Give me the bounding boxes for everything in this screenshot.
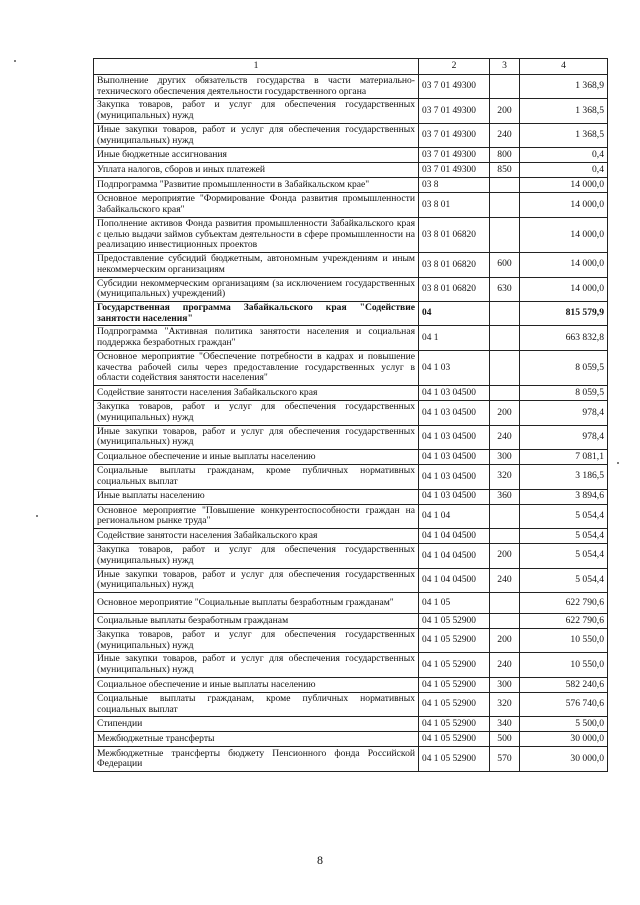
row-name-cell: Закупка товаров, работ и услуг для обеспечения государственных (муниципальных) нужд <box>94 544 419 568</box>
row-amount-cell: 978,4 <box>520 425 608 449</box>
table-row <box>94 163 608 178</box>
row-code-cell: 04 1 04 04500 <box>419 568 490 592</box>
row-amount-cell: 0,4 <box>520 163 608 178</box>
row-code-cell: 03 7 01 49300 <box>419 99 490 123</box>
table-row <box>94 544 608 568</box>
row-vr-cell: 850 <box>490 163 520 178</box>
table-row <box>94 450 608 465</box>
row-vr-cell <box>490 386 520 401</box>
row-vr-cell: 240 <box>490 425 520 449</box>
row-name-cell: Стипендии <box>94 717 419 732</box>
row-name-cell: Закупка товаров, работ и услуг для обеспечения государственных (муниципальных) нужд <box>94 401 419 425</box>
row-amount-cell: 8 059,5 <box>520 350 608 385</box>
row-code-cell: 04 1 05 52900 <box>419 732 490 747</box>
row-code-cell: 03 8 01 06820 <box>419 217 490 252</box>
row-vr-cell <box>490 613 520 628</box>
row-vr-cell: 240 <box>490 653 520 677</box>
row-amount-cell: 30 000,0 <box>520 747 608 772</box>
row-code-cell: 03 7 01 49300 <box>419 75 490 99</box>
header-col-4: 4 <box>520 59 608 75</box>
table-row <box>94 692 608 716</box>
row-name-cell: Подпрограмма "Развитие промышленности в Забайкальском крае" <box>94 178 419 193</box>
row-vr-cell: 300 <box>490 450 520 465</box>
row-amount-cell: 5 054,4 <box>520 504 608 528</box>
row-vr-cell: 360 <box>490 489 520 504</box>
table-row <box>94 99 608 123</box>
scan-speck <box>617 462 619 464</box>
row-code-cell: 04 1 05 52900 <box>419 692 490 716</box>
table-row <box>94 253 608 277</box>
row-amount-cell: 14 000,0 <box>520 193 608 217</box>
row-name-cell: Субсидии некоммерческим организациям (за исключением государственных (муниципальных) учреждений) <box>94 277 419 301</box>
row-code-cell: 03 8 01 <box>419 193 490 217</box>
row-amount-cell: 622 790,6 <box>520 592 608 613</box>
table-row <box>94 717 608 732</box>
row-code-cell: 04 1 05 52900 <box>419 613 490 628</box>
header-col-1: 1 <box>94 59 419 75</box>
table-row <box>94 425 608 449</box>
row-vr-cell: 600 <box>490 253 520 277</box>
row-name-cell: Социальные выплаты гражданам, кроме публичных нормативных социальных выплат <box>94 465 419 489</box>
row-name-cell: Иные бюджетные ассигнования <box>94 148 419 163</box>
table-row <box>94 178 608 193</box>
table-row <box>94 677 608 692</box>
row-amount-cell: 663 832,8 <box>520 326 608 350</box>
table-row <box>94 386 608 401</box>
row-vr-cell: 200 <box>490 628 520 652</box>
row-amount-cell: 576 740,6 <box>520 692 608 716</box>
table-row <box>94 653 608 677</box>
row-amount-cell: 5 054,4 <box>520 544 608 568</box>
row-code-cell: 04 1 03 04500 <box>419 450 490 465</box>
row-amount-cell: 14 000,0 <box>520 277 608 301</box>
row-vr-cell: 320 <box>490 465 520 489</box>
row-amount-cell: 14 000,0 <box>520 217 608 252</box>
row-name-cell: Закупка товаров, работ и услуг для обеспечения государственных (муниципальных) нужд <box>94 99 419 123</box>
row-code-cell: 04 1 <box>419 326 490 350</box>
table-row <box>94 217 608 252</box>
table-row <box>94 592 608 613</box>
row-code-cell: 03 8 <box>419 178 490 193</box>
row-amount-cell: 1 368,5 <box>520 123 608 147</box>
row-name-cell: Межбюджетные трансферты бюджету Пенсионного фонда Российской Федерации <box>94 747 419 772</box>
row-name-cell: Иные закупки товаров, работ и услуг для обеспечения государственных (муниципальных) нужд <box>94 653 419 677</box>
table-row <box>94 326 608 350</box>
row-vr-cell <box>490 529 520 544</box>
row-amount-cell: 0,4 <box>520 148 608 163</box>
row-name-cell: Пополнение активов Фонда развития промышленности Забайкальского края с целью выдачи займов субъектам деятельности в сфере промышленности на реализацию инвестиционных проектов <box>94 217 419 252</box>
row-code-cell: 03 7 01 49300 <box>419 163 490 178</box>
table-row <box>94 504 608 528</box>
header-col-3: 3 <box>490 59 520 75</box>
table-row <box>94 568 608 592</box>
scan-speck <box>14 60 16 62</box>
row-name-cell: Основное мероприятие "Формирование Фонда развития промышленности Забайкальского края" <box>94 193 419 217</box>
row-name-cell: Содействие занятости населения Забайкальского края <box>94 529 419 544</box>
row-amount-cell: 978,4 <box>520 401 608 425</box>
row-name-cell: Иные закупки товаров, работ и услуг для обеспечения государственных (муниципальных) нужд <box>94 123 419 147</box>
row-vr-cell: 200 <box>490 544 520 568</box>
row-amount-cell: 5 500,0 <box>520 717 608 732</box>
row-name-cell: Иные выплаты населению <box>94 489 419 504</box>
row-name-cell: Основное мероприятие "Повышение конкурентоспособности граждан на региональном рынке труда" <box>94 504 419 528</box>
table-row <box>94 732 608 747</box>
row-vr-cell: 300 <box>490 677 520 692</box>
row-code-cell: 04 1 03 04500 <box>419 465 490 489</box>
row-amount-cell: 5 054,4 <box>520 568 608 592</box>
row-amount-cell: 3 894,6 <box>520 489 608 504</box>
row-code-cell: 04 1 05 52900 <box>419 677 490 692</box>
row-name-cell: Закупка товаров, работ и услуг для обеспечения государственных (муниципальных) нужд <box>94 628 419 652</box>
row-vr-cell <box>490 193 520 217</box>
table-row <box>94 747 608 772</box>
row-vr-cell: 500 <box>490 732 520 747</box>
row-vr-cell: 800 <box>490 148 520 163</box>
row-amount-cell: 7 081,1 <box>520 450 608 465</box>
table-row <box>94 628 608 652</box>
row-amount-cell: 622 790,6 <box>520 613 608 628</box>
table-row <box>94 465 608 489</box>
row-vr-cell <box>490 178 520 193</box>
row-code-cell: 04 1 05 52900 <box>419 747 490 772</box>
table-row <box>94 148 608 163</box>
table-row <box>94 277 608 301</box>
table-row <box>94 350 608 385</box>
row-vr-cell: 200 <box>490 401 520 425</box>
row-name-cell: Выполнение других обязательств государства в части материально-технического обеспечения деятельности государственного органа <box>94 75 419 99</box>
row-amount-cell: 815 579,9 <box>520 302 608 326</box>
table-row <box>94 613 608 628</box>
budget-table-body <box>94 59 608 772</box>
row-name-cell: Уплата налогов, сборов и иных платежей <box>94 163 419 178</box>
row-name-cell: Социальные выплаты гражданам, кроме публичных нормативных социальных выплат <box>94 692 419 716</box>
row-amount-cell: 1 368,5 <box>520 99 608 123</box>
row-amount-cell: 582 240,6 <box>520 677 608 692</box>
row-name-cell: Межбюджетные трансферты <box>94 732 419 747</box>
row-amount-cell: 1 368,9 <box>520 75 608 99</box>
scan-speck <box>36 515 38 517</box>
row-code-cell: 04 1 03 04500 <box>419 401 490 425</box>
row-code-cell: 04 1 05 52900 <box>419 628 490 652</box>
page-number: 8 <box>317 853 323 867</box>
row-vr-cell: 240 <box>490 568 520 592</box>
row-vr-cell <box>490 302 520 326</box>
row-vr-cell: 240 <box>490 123 520 147</box>
row-vr-cell: 320 <box>490 692 520 716</box>
row-code-cell: 03 8 01 06820 <box>419 253 490 277</box>
table-row <box>94 302 608 326</box>
row-code-cell: 04 1 03 04500 <box>419 386 490 401</box>
row-code-cell: 04 1 05 52900 <box>419 717 490 732</box>
row-code-cell: 03 7 01 49300 <box>419 148 490 163</box>
row-code-cell: 04 <box>419 302 490 326</box>
row-amount-cell: 10 550,0 <box>520 653 608 677</box>
row-name-cell: Социальное обеспечение и иные выплаты населению <box>94 677 419 692</box>
row-vr-cell <box>490 504 520 528</box>
row-name-cell: Подпрограмма "Активная политика занятости населения и социальная поддержка безработных граждан" <box>94 326 419 350</box>
table-row <box>94 123 608 147</box>
row-vr-cell: 200 <box>490 99 520 123</box>
row-name-cell: Основное мероприятие "Социальные выплаты безработным гражданам" <box>94 592 419 613</box>
row-code-cell: 04 1 05 <box>419 592 490 613</box>
row-vr-cell <box>490 75 520 99</box>
row-vr-cell <box>490 592 520 613</box>
budget-table <box>93 58 608 772</box>
row-amount-cell: 10 550,0 <box>520 628 608 652</box>
row-code-cell: 04 1 05 52900 <box>419 653 490 677</box>
row-name-cell: Социальные выплаты безработным гражданам <box>94 613 419 628</box>
row-vr-cell <box>490 350 520 385</box>
table-row <box>94 75 608 99</box>
table-row <box>94 529 608 544</box>
row-amount-cell: 5 054,4 <box>520 529 608 544</box>
row-amount-cell: 14 000,0 <box>520 178 608 193</box>
row-name-cell: Государственная программа Забайкальского края "Содействие занятости населения" <box>94 302 419 326</box>
row-code-cell: 04 1 04 <box>419 504 490 528</box>
row-name-cell: Иные закупки товаров, работ и услуг для обеспечения государственных (муниципальных) нужд <box>94 568 419 592</box>
header-col-2: 2 <box>419 59 490 75</box>
row-code-cell: 04 1 03 <box>419 350 490 385</box>
row-vr-cell: 630 <box>490 277 520 301</box>
row-name-cell: Основное мероприятие "Обеспечение потребности в кадрах и повышение качества рабочей силы через предоставление государственных услуг в области содействия занятости населения" <box>94 350 419 385</box>
row-code-cell: 04 1 04 04500 <box>419 544 490 568</box>
row-amount-cell: 30 000,0 <box>520 732 608 747</box>
row-code-cell: 04 1 03 04500 <box>419 425 490 449</box>
row-amount-cell: 14 000,0 <box>520 253 608 277</box>
row-amount-cell: 8 059,5 <box>520 386 608 401</box>
row-code-cell: 04 1 04 04500 <box>419 529 490 544</box>
header-row <box>94 59 608 75</box>
row-vr-cell: 340 <box>490 717 520 732</box>
row-vr-cell <box>490 326 520 350</box>
row-code-cell: 03 8 01 06820 <box>419 277 490 301</box>
row-vr-cell: 570 <box>490 747 520 772</box>
table-row <box>94 489 608 504</box>
row-amount-cell: 3 186,5 <box>520 465 608 489</box>
row-name-cell: Социальное обеспечение и иные выплаты населению <box>94 450 419 465</box>
row-name-cell: Содействие занятости населения Забайкальского края <box>94 386 419 401</box>
table-row <box>94 193 608 217</box>
row-code-cell: 04 1 03 04500 <box>419 489 490 504</box>
row-vr-cell <box>490 217 520 252</box>
row-name-cell: Иные закупки товаров, работ и услуг для обеспечения государственных (муниципальных) нужд <box>94 425 419 449</box>
row-code-cell: 03 7 01 49300 <box>419 123 490 147</box>
table-row <box>94 401 608 425</box>
row-name-cell: Предоставление субсидий бюджетным, автономным учреждениям и иным некоммерческим организациям <box>94 253 419 277</box>
